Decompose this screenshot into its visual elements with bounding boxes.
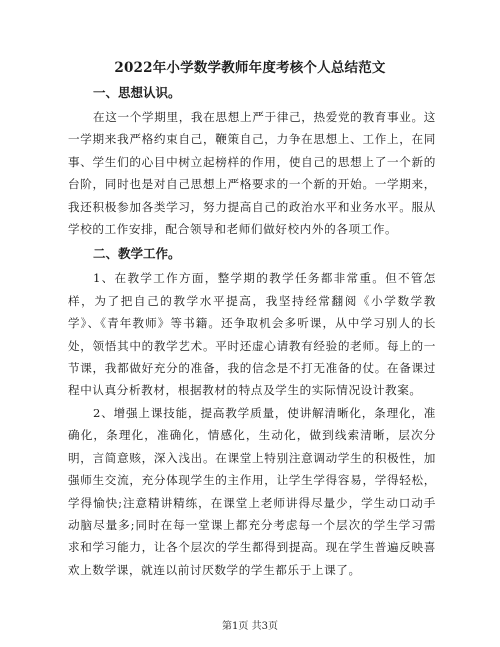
paragraph: 2、增强上课技能，提高教学质量，使讲解清晰化，条理化，准确化，条理化，准确化，情感化，生动化，做到线索清晰，层次分明，言简意赅，深入浅出。在课堂上特别注意调动学生的积极性，加强师生交流，充分体现学生的主作用，让学生学得容易，学得轻松，学得愉快;注意精讲精练，在课堂上老师讲得尽量少，学生动口动手动脑尽量多;同时在每一堂课上都充分考虑每一个层次的学生学习需求和学习能力，让各个层次的学生都得到提高。现在学生普遍反映喜欢上数学课，就连以前讨厌数学的学生都乐于上课了。 (68, 405, 436, 577)
section-thought (68, 80, 436, 240)
section-heading: 一、思想认识。 (93, 85, 181, 100)
page-footer: 第1页 共3页 (222, 621, 278, 632)
paragraph: 在这一个学期里，我在思想上严于律己，热爱党的教育事业。这一学期来我严格约束自己，鞭策自己，力争在思想上、工作上，在同事、学生们的心目中树立起榜样的作用，使自己的思想上了一个新的台阶，同时也是对自己思想上严格要求的一个新的开始。一学期来，我还积极参加各类学习，努力提高自己的政治水平和业务水平。服从学校的工作安排，配合领导和老师们做好校内外的各项工作。 (68, 110, 436, 237)
document-body (68, 80, 436, 581)
document-title: 2022年小学数学教师年度考核个人总结范文 (114, 60, 386, 76)
section-teaching (68, 241, 436, 581)
paragraph: 1、在教学工作方面，整学期的教学任务都非常重。但不管怎样，为了把自己的教学水平提高，我坚持经常翻阅《小学数学教学》、《青年教师》等书籍。还争取机会多听课，从中学习别人的长处，领悟其中的教学艺术。平时还虚心请教有经验的老师。每上的一节课，我都做好充分的准备，我的信念是不打无准备的仗。在备课过程中认真分析教材，根据教材的特点及学生的实际情况设计教案。 (68, 271, 436, 398)
section-heading: 二、教学工作。 (93, 246, 181, 262)
